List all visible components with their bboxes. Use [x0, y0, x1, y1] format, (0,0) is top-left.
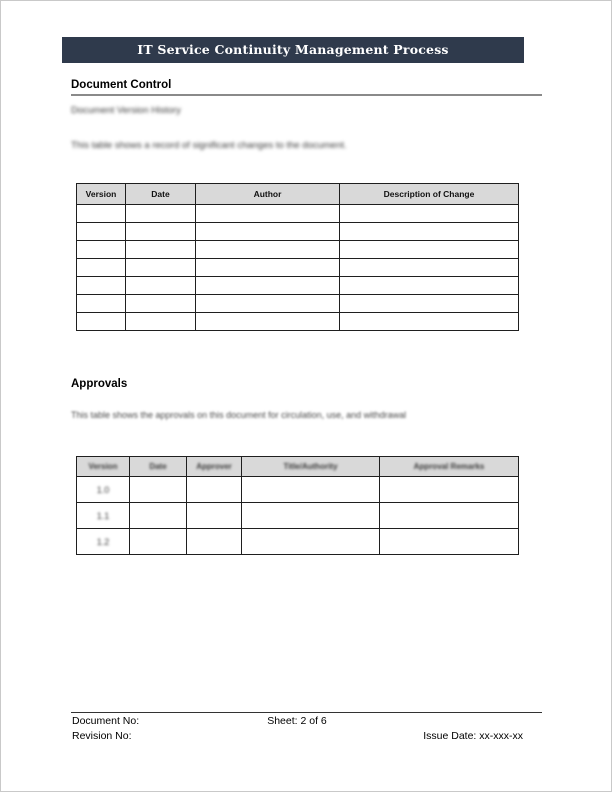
empty-cell [77, 295, 126, 313]
column-header-description: Description of Change [340, 184, 519, 205]
empty-cell [340, 241, 519, 259]
table-row [77, 295, 519, 313]
empty-cell [77, 313, 126, 331]
empty-cell [340, 259, 519, 277]
empty-cell [126, 223, 196, 241]
empty-cell [340, 277, 519, 295]
version-value: 1.0 [96, 484, 110, 495]
table-row [77, 503, 519, 529]
title-band [62, 37, 524, 63]
empty-cell [242, 477, 380, 503]
empty-cell [196, 313, 340, 331]
empty-cell [380, 529, 519, 555]
empty-cell [196, 277, 340, 295]
empty-cell [126, 259, 196, 277]
column-header-approver-label: Approver [196, 462, 232, 471]
version-cell [77, 529, 130, 555]
empty-cell [242, 529, 380, 555]
column-header-author: Author [196, 184, 340, 205]
empty-cell [126, 313, 196, 331]
empty-cell [380, 503, 519, 529]
approvals-heading: Approvals [71, 378, 128, 390]
empty-cell [126, 295, 196, 313]
empty-cell [77, 223, 126, 241]
column-header-approval-remarks-label: Approval Remarks [413, 462, 485, 471]
table-row [77, 529, 519, 555]
approvals-table [76, 456, 519, 555]
empty-cell [196, 295, 340, 313]
column-header-date-label: Date [149, 462, 167, 471]
document-control-intro-blurred-text: This table shows a record of significant changes to the document. [71, 140, 347, 151]
table-row [77, 223, 519, 241]
empty-cell [130, 529, 187, 555]
empty-cell [77, 241, 126, 259]
empty-cell [340, 295, 519, 313]
empty-cell [77, 259, 126, 277]
heading-underline [71, 94, 542, 96]
empty-cell [77, 205, 126, 223]
empty-cell [340, 223, 519, 241]
document-version-history-blurred-text: Document Version History [71, 105, 181, 116]
empty-cell [187, 477, 242, 503]
footer-revision-no: Revision No: [72, 730, 132, 742]
empty-cell [196, 223, 340, 241]
column-header-approval-remarks [380, 457, 519, 477]
empty-cell [242, 503, 380, 529]
footer-divider [71, 712, 542, 713]
table-row [77, 205, 519, 223]
table-header-row [77, 184, 519, 205]
empty-cell [126, 205, 196, 223]
column-header-title-authority-label: Title/Authority [283, 462, 338, 471]
empty-cell [130, 477, 187, 503]
empty-cell [196, 205, 340, 223]
version-history-table [76, 183, 519, 331]
table-row [77, 477, 519, 503]
empty-cell [340, 205, 519, 223]
footer-sheet-number: Sheet: 2 of 6 [267, 715, 327, 727]
table-header-row [77, 457, 519, 477]
version-value: 1.1 [96, 510, 110, 521]
column-header-date [130, 457, 187, 477]
column-header-title-authority [242, 457, 380, 477]
column-header-approver [187, 457, 242, 477]
table-row [77, 241, 519, 259]
footer-issue-date: Issue Date: xx-xxx-xx [423, 730, 523, 742]
footer-document-no: Document No: [72, 715, 140, 727]
version-cell [77, 503, 130, 529]
version-value: 1.2 [96, 536, 110, 547]
version-cell [77, 477, 130, 503]
column-header-version-label: Version [88, 462, 118, 471]
column-header-date: Date [126, 184, 196, 205]
table-row [77, 313, 519, 331]
empty-cell [196, 259, 340, 277]
empty-cell [130, 503, 187, 529]
empty-cell [187, 503, 242, 529]
empty-cell [380, 477, 519, 503]
column-header-version: Version [77, 184, 126, 205]
empty-cell [196, 241, 340, 259]
empty-cell [340, 313, 519, 331]
page-title: IT Service Continuity Management Process [137, 42, 449, 57]
empty-cell [126, 277, 196, 295]
table-row [77, 259, 519, 277]
empty-cell [187, 529, 242, 555]
table-row [77, 277, 519, 295]
column-header-version [77, 457, 130, 477]
empty-cell [77, 277, 126, 295]
empty-cell [126, 241, 196, 259]
document-control-heading: Document Control [71, 79, 172, 91]
approvals-intro-blurred-text: This table shows the approvals on this document for circulation, use, and withdrawal [71, 410, 407, 420]
